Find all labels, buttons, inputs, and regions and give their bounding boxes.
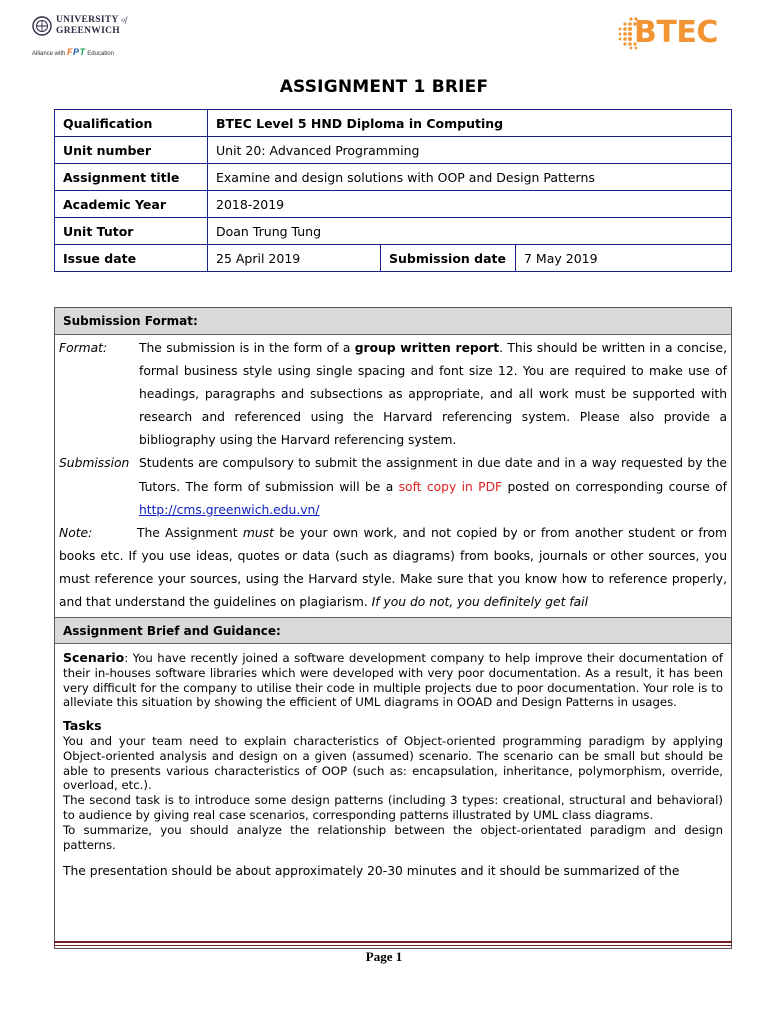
academic-year-label: Academic Year xyxy=(55,191,208,218)
task-3: To summarize, you should analyze the relationship between the object-orientated paradigm and design patterns. xyxy=(63,822,723,852)
note-label: Note: xyxy=(59,525,93,540)
table-row xyxy=(55,110,732,137)
btec-logo xyxy=(616,12,746,52)
table-row xyxy=(55,245,732,272)
table-row xyxy=(55,218,732,245)
academic-year-value: 2018-2019 xyxy=(208,191,732,218)
guidance-header: Assignment Brief and Guidance: xyxy=(55,617,731,644)
table-row xyxy=(55,191,732,218)
university-of-greenwich-logo xyxy=(30,14,180,64)
issue-date-value: 25 April 2019 xyxy=(208,245,381,272)
submission-box xyxy=(54,307,732,949)
soft-copy-highlight: soft copy in PDF xyxy=(398,479,503,494)
submission-format-body xyxy=(59,337,727,614)
assignment-title-value: Examine and design solutions with OOP and Design Patterns xyxy=(208,164,732,191)
unit-number-value: Unit 20: Advanced Programming xyxy=(208,137,732,164)
unit-tutor-label: Unit Tutor xyxy=(55,218,208,245)
footer-rule-thin xyxy=(54,945,732,946)
presentation-paragraph: The presentation should be about approximately 20-30 minutes and it should be summarized of the xyxy=(63,864,680,879)
table-row xyxy=(55,164,732,191)
unit-tutor-value: Doan Trung Tung xyxy=(208,218,732,245)
guidance-body xyxy=(63,651,723,879)
page-title: ASSIGNMENT 1 BRIEF xyxy=(279,77,489,97)
task-2: The second task is to introduce some design patterns (including 3 types: creational, structural and behavioral) to audience by giving real case scenarios, corresponding patterns illustrated by UML class diagrams. xyxy=(63,793,723,822)
format-paragraph: Format: The submission is in the form of a group written report. This should be written in a concise, formal business style using single spacing and font size 12. You are required to make use of headings, paragraphs and subsections as appropriate, and all work must be supported with research and referenced using the Harvard referencing system. Please also provide a bibliography using the Harvard referencing system. xyxy=(59,337,727,452)
submission-date-value: 7 May 2019 xyxy=(516,245,732,272)
task-1: You and your team need to explain characteristics of Object-oriented programming paradigm by applying Object-oriented analysis and design on a given (assumed) scenario. The scenario can be small but should be able to presents various characteristics of OOP (such as: encapsulation, inheritance, polymorphism, override, overload, etc.). xyxy=(63,733,723,793)
submission-date-label: Submission date xyxy=(381,245,516,272)
alliance-text: Alliance with FPT Education xyxy=(32,47,114,57)
format-label: Format: xyxy=(59,341,108,355)
assignment-title-label: Assignment title xyxy=(55,164,208,191)
submission-format-header: Submission Format: xyxy=(55,308,731,335)
issue-date-label: Issue date xyxy=(55,245,208,272)
qualification-value: BTEC Level 5 HND Diploma in Computing xyxy=(208,110,732,137)
assignment-info-table xyxy=(54,109,732,272)
submission-label: Submission xyxy=(59,456,130,471)
scenario-paragraph: Scenario: You have recently joined a software development company to help improve their documentation of their in-houses software libraries which were developed with very poor documentation. As a result, it has been very difficult for the company to utilise their code in multiple projects due to poor documentation. Your role is to alleviate this situation by showing the efficient of UML diagrams in OOAD and Design Patterns in usages. xyxy=(63,650,723,710)
tasks-heading: Tasks xyxy=(63,718,102,734)
qualification-label: Qualification xyxy=(55,110,208,137)
fpt-logo: FPT xyxy=(67,47,86,57)
footer-rule xyxy=(54,941,732,943)
table-row xyxy=(55,137,732,164)
submission-paragraph: Submission Students are compulsory to submit the assignment in due date and in a way requested by the Tutors. The form of submission will be a soft copy in PDF posted on corresponding course of http://cms.greenwich.edu.vn/ xyxy=(59,452,727,521)
btec-wordmark: BTEC xyxy=(634,15,718,50)
cms-link[interactable]: http://cms.greenwich.edu.vn/ xyxy=(139,502,320,517)
unit-number-label: Unit number xyxy=(55,137,208,164)
page-number: Page 1 xyxy=(365,949,403,964)
note-paragraph: Note: The Assignment must be your own work, and not copied by or from another student or from books etc. If you use ideas, quotes or data (such as diagrams) from books, journals or other sources, you must reference your sources, using the Harvard style. Make sure that you know how to reference properly, and that understand the guidelines on plagiarism. If you do not, you definitely get fail xyxy=(59,522,727,614)
crest-icon xyxy=(32,16,52,36)
university-name: UNIVERSITY of GREENWICH xyxy=(56,15,128,36)
